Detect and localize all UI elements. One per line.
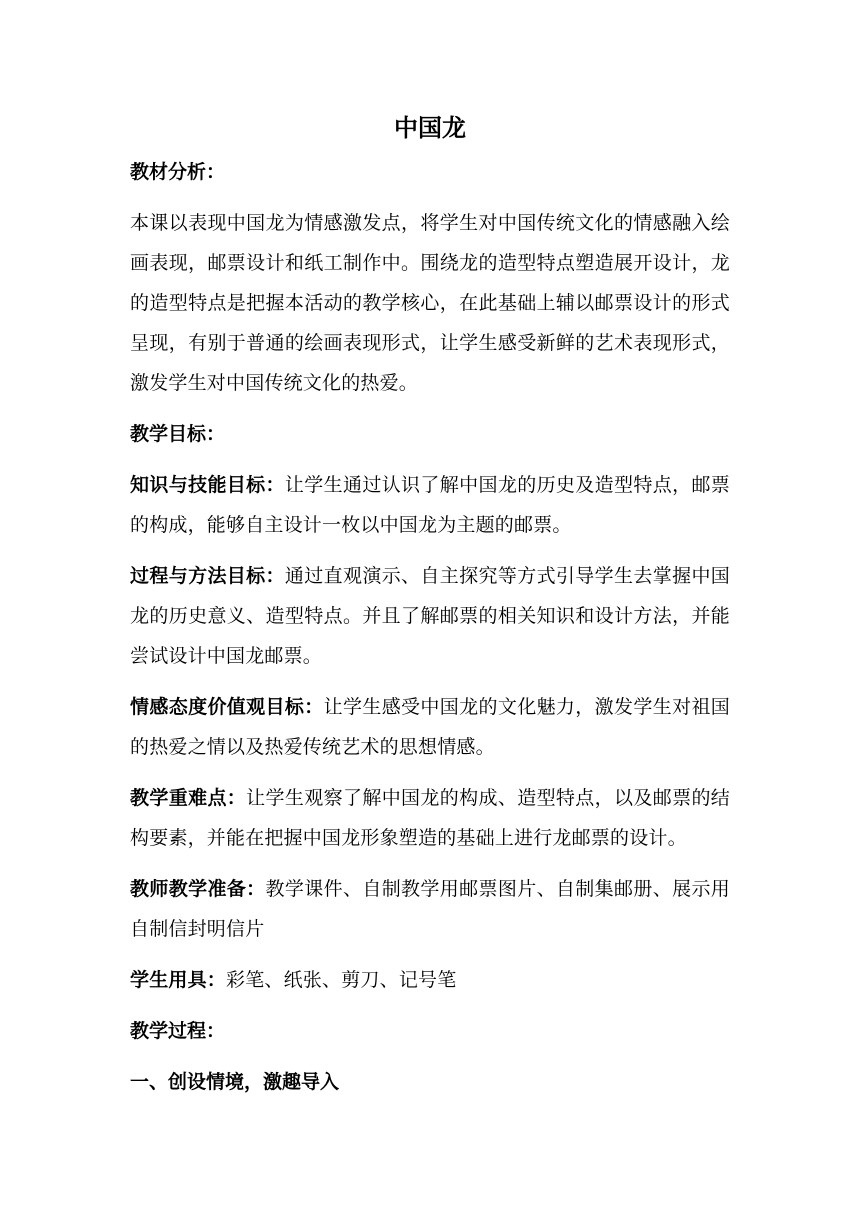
key-points-text: 让学生观察了解中国龙的构成、造型特点，以及邮票的结构要素，并能在把握中国龙形象塑造的基础上进行龙邮票的设计。 [130,787,730,849]
emotion-goal-label: 情感态度价值观目标： [130,696,324,718]
student-tools-text: 彩笔、纸张、剪刀、记号笔 [226,969,457,991]
key-points-label: 教学重难点： [130,787,247,809]
emotion-goal-text: 让学生感受中国龙的文化魅力，激发学生对祖国的热爱之情以及热爱传统艺术的思想情感。 [130,696,730,758]
teaching-goals-heading: 教学目标： [130,423,226,445]
knowledge-goal-text: 让学生通过认识了解中国龙的历史及造型特点，邮票的构成，能够自主设计一枚以中国龙为主题的邮票。 [130,474,730,536]
teacher-prep-text: 教学课件、自制教学用邮票图片、自制集邮册、展示用自制信封明信片 [130,878,730,940]
process-goal-text: 通过直观演示、自主探究等方式引导学生去掌握中国龙的历史意义、造型特点。并且了解邮票的相关知识和设计方法，并能尝试设计中国龙邮票。 [130,565,730,667]
section-one-heading: 一、创设情境，激趣导入 [130,1071,340,1093]
knowledge-goal-label: 知识与技能目标： [130,474,285,496]
knowledge-goal-paragraph [130,465,730,545]
process-goal-label: 过程与方法目标： [130,565,285,587]
key-points-paragraph [130,778,730,858]
teaching-process-heading: 教学过程： [130,1020,226,1042]
process-goal-paragraph [130,556,730,676]
student-tools-label: 学生用具： [130,969,227,991]
emotion-goal-paragraph [130,687,730,767]
teacher-prep-label: 教师教学准备： [130,878,266,900]
document-content [130,108,730,1113]
document-title: 中国龙 [394,114,466,142]
student-tools-paragraph [130,960,730,1000]
textbook-analysis-body: 本课以表现中国龙为情感激发点，将学生对中国传统文化的情感融入绘画表现，邮票设计和纸工制作中。围绕龙的造型特点塑造展开设计，龙的造型特点是把握本活动的教学核心，在此基础上辅以邮票设计的形式呈现，有别于普通的绘画表现形式，让学生感受新鲜的艺术表现形式，激发学生对中国传统文化的热爱。 [130,212,730,394]
textbook-analysis-heading: 教材分析： [130,161,226,183]
teacher-prep-paragraph [130,869,730,949]
